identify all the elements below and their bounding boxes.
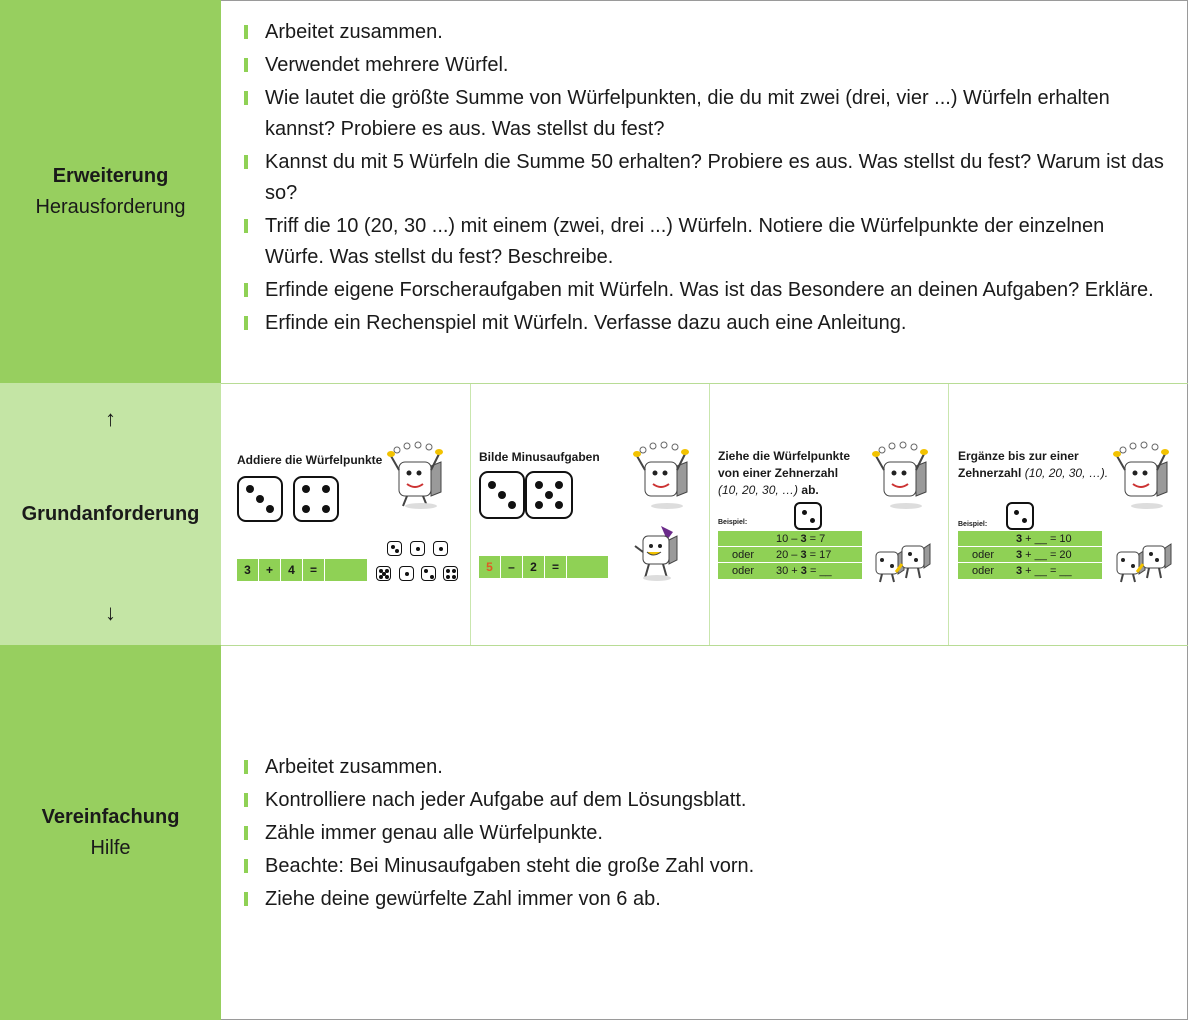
eq-cell: 2 xyxy=(523,556,545,578)
die-three xyxy=(479,471,525,519)
small-die xyxy=(376,566,391,581)
die-five xyxy=(525,471,573,519)
equation-bar xyxy=(237,559,367,581)
vereinfachung-title: Vereinfachung xyxy=(41,805,180,828)
grundanforderung-title: Grundanforderung xyxy=(21,503,200,525)
panel-title: Addiere die Würfelpunkte xyxy=(237,453,383,467)
panel-addiere xyxy=(221,384,470,645)
arrow-down-icon: ↓ xyxy=(105,600,116,625)
vereinfachung-list xyxy=(242,752,1167,917)
small-die xyxy=(443,566,458,581)
dice-mascot-icon xyxy=(872,440,936,510)
eq-cell: 5 xyxy=(479,556,501,578)
list-item: Erfinde eigene Forscheraufgaben mit Würfeln. Was ist das Besondere an deinen Aufgaben? Erkläre. xyxy=(242,275,1167,306)
list-item: Erfinde ein Rechenspiel mit Würfeln. Verfasse dazu auch eine Anleitung. xyxy=(242,308,1167,339)
eq-cell: 3 xyxy=(237,559,259,581)
dice-mascot-icon xyxy=(633,440,697,510)
table-row: 10 – 3 = 7 xyxy=(718,531,862,547)
erweiterung-subtitle: Herausforderung xyxy=(35,195,186,218)
dice-mascot-icon xyxy=(387,440,451,510)
small-die xyxy=(433,541,448,556)
divider-bottom xyxy=(221,645,1188,646)
equation-bar xyxy=(479,556,608,578)
list-item: Verwendet mehrere Würfel. xyxy=(242,50,1167,81)
panel-zehnerzahl-ab xyxy=(709,384,948,645)
small-die xyxy=(410,541,425,556)
small-die xyxy=(399,566,414,581)
die-three xyxy=(237,476,283,522)
die-four xyxy=(293,476,339,522)
list-item: Beachte: Bei Minusaufgaben steht die große Zahl vorn. xyxy=(242,851,1167,882)
list-item: Arbeitet zusammen. xyxy=(242,17,1167,48)
vereinfachung-label-cell xyxy=(0,645,221,1020)
list-item: Zähle immer genau alle Würfelpunkte. xyxy=(242,818,1167,849)
wizard-dice-mascot-icon xyxy=(633,522,683,582)
beispiel-label: Beispiel: xyxy=(958,521,988,528)
beispiel-label: Beispiel: xyxy=(718,519,748,526)
list-item: Wie lautet die größte Summe von Würfelpunkten, die du mit zwei (drei, vier ...) Würfeln erhalten kannst? Probiere es aus. Was stellst du fest? xyxy=(242,83,1167,145)
table-row: 3 + __ = 10 xyxy=(958,531,1102,547)
list-item: Arbeitet zusammen. xyxy=(242,752,1167,783)
dancing-dice-icon xyxy=(872,542,932,584)
erweiterung-label-cell xyxy=(0,0,221,383)
erweiterung-list xyxy=(242,17,1167,341)
example-table xyxy=(958,531,1102,579)
small-die xyxy=(387,541,402,556)
eq-cell: = xyxy=(303,559,325,581)
eq-cell: = xyxy=(545,556,567,578)
arrow-up-icon: ↑ xyxy=(105,406,116,431)
die-two xyxy=(794,502,822,530)
table-row: oder 30 + 3 = __ xyxy=(732,565,832,577)
panel-minus xyxy=(470,384,709,645)
list-item: Triff die 10 (20, 30 ...) mit einem (zwei, drei ...) Würfeln. Notiere die Würfelpunkte der einzelnen Würfe. Was stellst du fest? Beschreibe. xyxy=(242,211,1167,273)
panel-ergaenze xyxy=(948,384,1188,645)
die-two xyxy=(1006,502,1034,530)
list-item: Kontrolliere nach jeder Aufgabe auf dem Lösungsblatt. xyxy=(242,785,1167,816)
eq-cell: 4 xyxy=(281,559,303,581)
list-item: Kannst du mit 5 Würfeln die Summe 50 erhalten? Probiere es aus. Was stellst du fest? Warum ist das so? xyxy=(242,147,1167,209)
example-table xyxy=(718,531,862,579)
panel-title: Ziehe die Würfelpunkte von einer Zehnerzahl (10, 20, 30, …) ab. xyxy=(718,449,851,497)
dancing-dice-icon xyxy=(1113,542,1173,584)
table-row: oder 3 + __ = 20 xyxy=(958,547,1102,563)
panel-title: Ergänze bis zur einer Zehnerzahl (10, 20, 30, …). xyxy=(958,449,1109,480)
erweiterung-title: Erweiterung xyxy=(52,164,169,187)
eq-cell: + xyxy=(259,559,281,581)
vereinfachung-subtitle: Hilfe xyxy=(90,836,131,859)
dice-mascot-icon xyxy=(1113,440,1177,510)
eq-cell: – xyxy=(501,556,523,578)
small-die xyxy=(421,566,436,581)
list-item: Ziehe deine gewürfelte Zahl immer von 6 ab. xyxy=(242,884,1167,915)
panel-title: Bilde Minusaufgaben xyxy=(479,450,600,464)
table-row: oder 3 + __ = __ xyxy=(972,565,1072,577)
table-row: oder 20 – 3 = 17 xyxy=(718,547,862,563)
